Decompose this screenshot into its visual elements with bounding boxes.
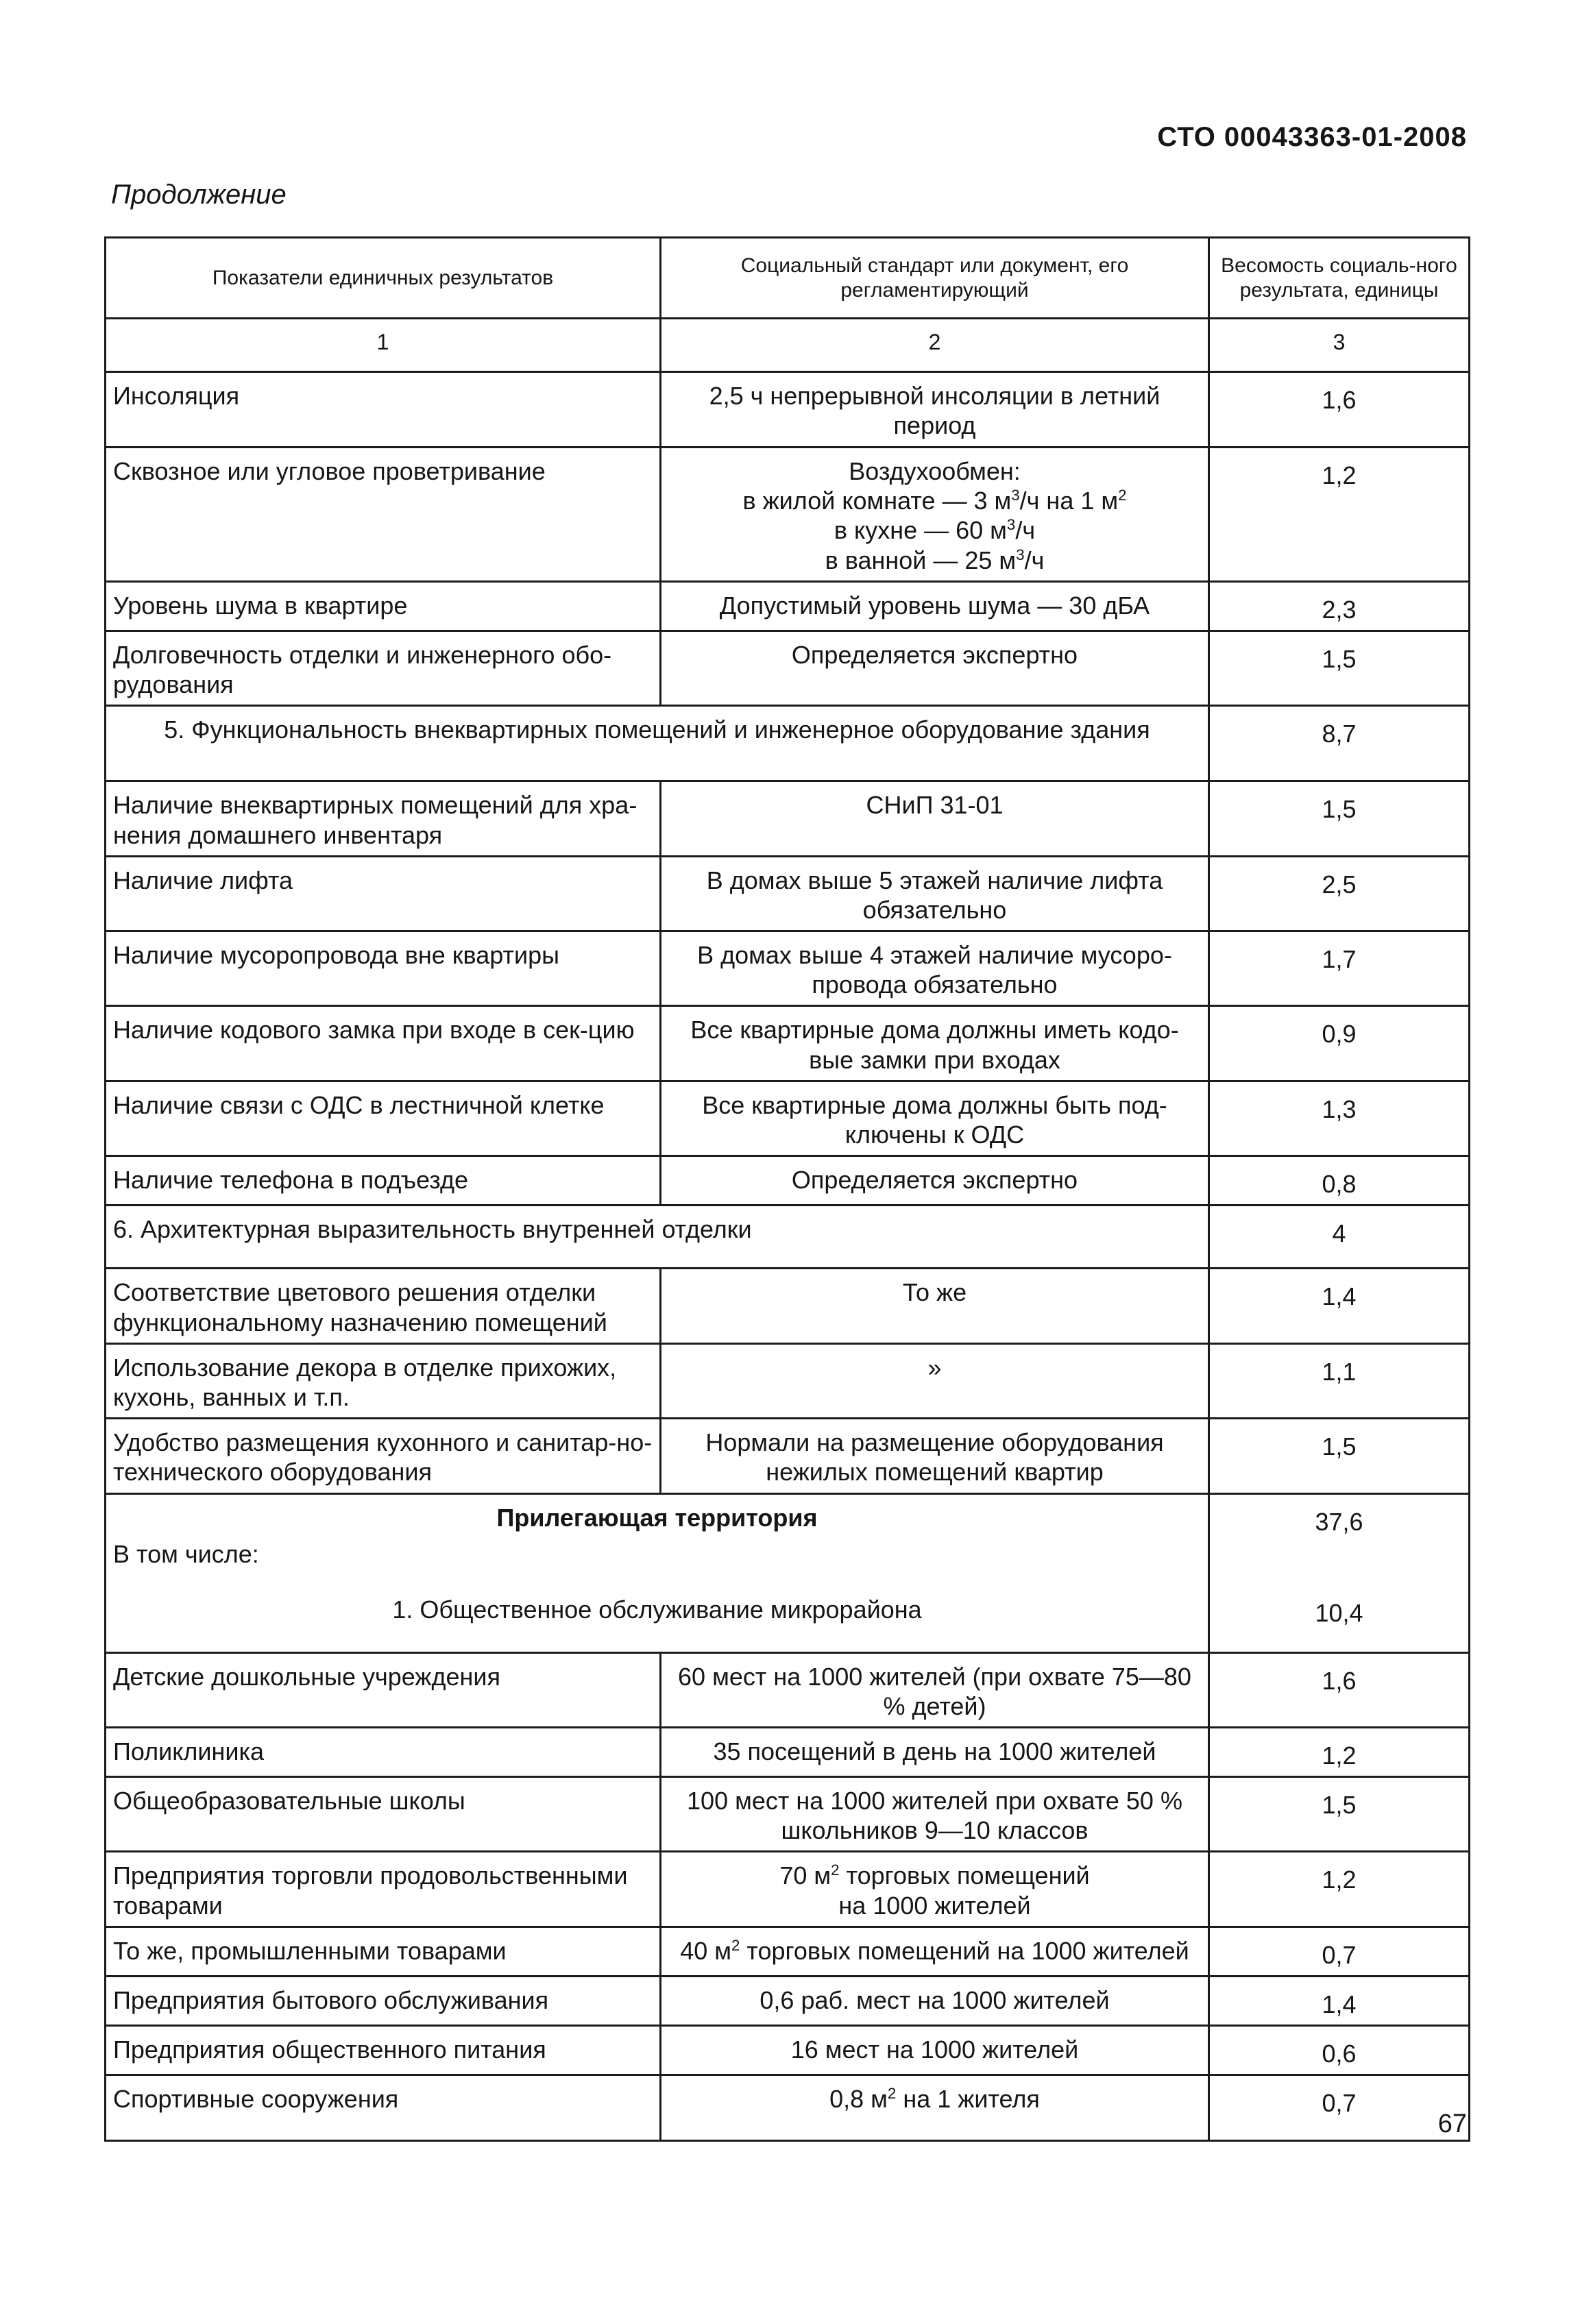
- territory-weight-total: 37,6: [1315, 1507, 1363, 1536]
- standard-line: [668, 486, 1201, 515]
- superscript: 3: [1016, 546, 1025, 563]
- document-code: СТО 00043363-01-2008: [1157, 122, 1467, 152]
- weight-cell: 1,4: [1209, 1977, 1470, 2026]
- text-part: торговых помещений: [839, 1861, 1090, 1890]
- text-part: на 1 жителя: [896, 2085, 1040, 2114]
- weight-cell: 1,5: [1209, 631, 1470, 705]
- indicator-cell: Детские дошкольные учреждения: [106, 1652, 661, 1727]
- standard-cell: 35 посещений в день на 1000 жителей: [661, 1727, 1209, 1776]
- territory-including: В том числе:: [113, 1539, 259, 1568]
- territory-item: 1. Общественное обслуживание микрорайона: [392, 1595, 922, 1624]
- standard-line: [668, 515, 1201, 545]
- standard-cell: Все квартирные дома должны иметь кодо-вые замки при входах: [661, 1006, 1209, 1081]
- table-row: [106, 931, 1470, 1006]
- standard-cell: То же: [661, 1269, 1209, 1343]
- text-part: 0,8 м: [829, 2085, 888, 2114]
- standard-cell: Определяется экспертно: [661, 1156, 1209, 1206]
- continuation-label: Продолжение: [111, 180, 287, 210]
- weight-cell: 1,3: [1209, 1081, 1470, 1155]
- weight-cell: 1,2: [1209, 1852, 1470, 1927]
- standard-cell: 16 мест на 1000 жителей: [661, 2026, 1209, 2075]
- table-header-row: [106, 238, 1470, 319]
- standard-line: [668, 546, 1201, 575]
- weight-cell: 1,2: [1209, 1727, 1470, 1776]
- table-row: [106, 1343, 1470, 1418]
- weight-cell: 8,7: [1209, 706, 1470, 781]
- standard-cell: [661, 1927, 1209, 1976]
- text-part: в ванной — 25 м: [825, 546, 1017, 574]
- superscript: 2: [887, 2085, 897, 2103]
- column-number: 1: [106, 319, 661, 372]
- text-part: /ч: [1015, 516, 1036, 545]
- table-row: [106, 1852, 1470, 1927]
- table-row: [106, 1006, 1470, 1081]
- territory-row: [106, 1493, 1470, 1652]
- standard-line: Воздухообмен:: [849, 457, 1021, 485]
- standards-table: [104, 236, 1470, 2142]
- superscript: 3: [1011, 487, 1020, 504]
- table-row: [106, 856, 1470, 931]
- indicator-cell: То же, промышленными товарами: [106, 1927, 661, 1976]
- weight-cell: 1,5: [1209, 781, 1470, 856]
- standard-cell: [661, 2075, 1209, 2141]
- weight-cell: 1,1: [1209, 1343, 1470, 1418]
- indicator-cell: Наличие связи с ОДС в лестничной клетке: [106, 1081, 661, 1155]
- weight-cell: 1,2: [1209, 448, 1470, 582]
- weight-cell: 4: [1209, 1206, 1470, 1269]
- text-part: торговых помещений на 1000 жителей: [740, 1936, 1189, 1965]
- text-part: /ч: [1024, 546, 1045, 574]
- column-header: Показатели единичных результатов: [106, 238, 661, 319]
- table-row: [106, 631, 1470, 705]
- standard-cell: Допустимый уровень шума — 30 дБА: [661, 581, 1209, 631]
- table-row: [106, 448, 1470, 582]
- text-part: в жилой комнате — 3 м: [742, 487, 1012, 515]
- table-row: [106, 1269, 1470, 1343]
- indicator-cell: Наличие внеквартирных помещений для хра-нения домашнего инвентаря: [106, 781, 661, 856]
- column-number-row: [106, 319, 1470, 372]
- weight-cell: 1,7: [1209, 931, 1470, 1006]
- indicator-cell: Соответствие цветового решения отделки функциональному назначению помещений: [106, 1269, 661, 1343]
- indicator-cell: Удобство размещения кухонного и санитар-но-технического оборудования: [106, 1419, 661, 1493]
- standard-line: [668, 1861, 1201, 1890]
- standard-cell: 2,5 ч непрерывной инсоляции в летний период: [661, 372, 1209, 448]
- indicator-cell: Предприятия общественного питания: [106, 2026, 661, 2075]
- indicator-cell: Предприятия торговли продовольственными товарами: [106, 1852, 661, 1927]
- text-part: /ч на 1 м: [1019, 487, 1119, 515]
- standard-cell: 60 мест на 1000 жителей (при охвате 75—80 % детей): [661, 1652, 1209, 1727]
- text-part: 40 м: [680, 1936, 731, 1965]
- standard-cell: 100 мест на 1000 жителей при охвате 50 % школьников 9—10 классов: [661, 1777, 1209, 1852]
- territory-cell: [106, 1493, 1209, 1652]
- page-number: 67: [1437, 2109, 1467, 2138]
- text-part: 70 м: [779, 1861, 831, 1890]
- weight-cell: 1,6: [1209, 372, 1470, 448]
- weight-cell: 1,6: [1209, 1652, 1470, 1727]
- standard-cell: В домах выше 4 этажей наличие мусоро-провода обязательно: [661, 931, 1209, 1006]
- standard-cell: »: [661, 1343, 1209, 1418]
- section-title: 5. Функциональность внеквартирных помещений и инженерное оборудование здания: [106, 706, 1209, 781]
- superscript: 2: [831, 1861, 840, 1879]
- superscript: 3: [1006, 516, 1016, 534]
- superscript: 2: [1118, 487, 1127, 504]
- weight-cell: 1,5: [1209, 1777, 1470, 1852]
- indicator-cell: Использование декора в отделке прихожих, кухонь, ванных и т.п.: [106, 1343, 661, 1418]
- indicator-cell: Общеобразовательные школы: [106, 1777, 661, 1852]
- weight-cell: 0,6: [1209, 2026, 1470, 2075]
- weight-cell: 0,9: [1209, 1006, 1470, 1081]
- indicator-cell: Предприятия бытового обслуживания: [106, 1977, 661, 2026]
- column-header: Социальный стандарт или документ, его регламентирующий: [661, 238, 1209, 319]
- table-row: [106, 1977, 1470, 2026]
- table-row: [106, 1156, 1470, 1206]
- column-number: 3: [1209, 319, 1470, 372]
- table-row: [106, 1927, 1470, 1976]
- table-row: [106, 1777, 1470, 1852]
- indicator-cell: Наличие лифта: [106, 856, 661, 931]
- table-row: [106, 372, 1470, 448]
- table-row: [106, 2075, 1470, 2141]
- indicator-cell: Поликлиника: [106, 1727, 661, 1776]
- standard-cell: 0,6 раб. мест на 1000 жителей: [661, 1977, 1209, 2026]
- territory-title: Прилегающая территория: [496, 1503, 818, 1532]
- text-part: в кухне — 60 м: [834, 516, 1007, 545]
- standard-cell: Все квартирные дома должны быть под-ключены к ОДС: [661, 1081, 1209, 1155]
- standard-cell: Нормали на размещение оборудования нежилых помещений квартир: [661, 1419, 1209, 1493]
- standard-line: на 1000 жителей: [838, 1891, 1031, 1920]
- indicator-cell: Долговечность отделки и инженерного обо-рудования: [106, 631, 661, 705]
- standard-cell: [661, 1852, 1209, 1927]
- indicator-cell: Инсоляция: [106, 372, 661, 448]
- standard-cell: СНиП 31-01: [661, 781, 1209, 856]
- table-row: [106, 581, 1470, 631]
- indicator-cell: Уровень шума в квартире: [106, 581, 661, 631]
- column-number: 2: [661, 319, 1209, 372]
- column-header: Весомость социаль-ного результата, единицы: [1209, 238, 1470, 319]
- weight-cell: 1,4: [1209, 1269, 1470, 1343]
- table-row: [106, 1419, 1470, 1493]
- indicator-cell: Сквозное или угловое проветривание: [106, 448, 661, 582]
- standard-cell: Определяется экспертно: [661, 631, 1209, 705]
- table-row: [106, 2026, 1470, 2075]
- weight-cell: 0,7: [1209, 2075, 1470, 2141]
- section-title: 6. Архитектурная выразительность внутренней отделки: [106, 1206, 1209, 1269]
- weight-cell: 0,7: [1209, 1927, 1470, 1976]
- table-row: [106, 1081, 1470, 1155]
- section-row: [106, 706, 1470, 781]
- superscript: 2: [731, 1936, 740, 1954]
- table-row: [106, 781, 1470, 856]
- indicator-cell: Наличие мусоропровода вне квартиры: [106, 931, 661, 1006]
- indicator-cell: Наличие кодового замка при входе в сек-цию: [106, 1006, 661, 1081]
- section-row: [106, 1206, 1470, 1269]
- indicator-cell: Спортивные сооружения: [106, 2075, 661, 2141]
- weight-cell: 1,5: [1209, 1419, 1470, 1493]
- table-row: [106, 1652, 1470, 1727]
- weight-cell: 2,5: [1209, 856, 1470, 931]
- standard-cell: [661, 448, 1209, 582]
- standard-cell: В домах выше 5 этажей наличие лифта обязательно: [661, 856, 1209, 931]
- table-row: [106, 1727, 1470, 1776]
- weight-cell: 2,3: [1209, 581, 1470, 631]
- weight-cell: 0,8: [1209, 1156, 1470, 1206]
- territory-weight-item: 10,4: [1315, 1598, 1363, 1627]
- weight-cell: [1209, 1493, 1470, 1652]
- indicator-cell: Наличие телефона в подъезде: [106, 1156, 661, 1206]
